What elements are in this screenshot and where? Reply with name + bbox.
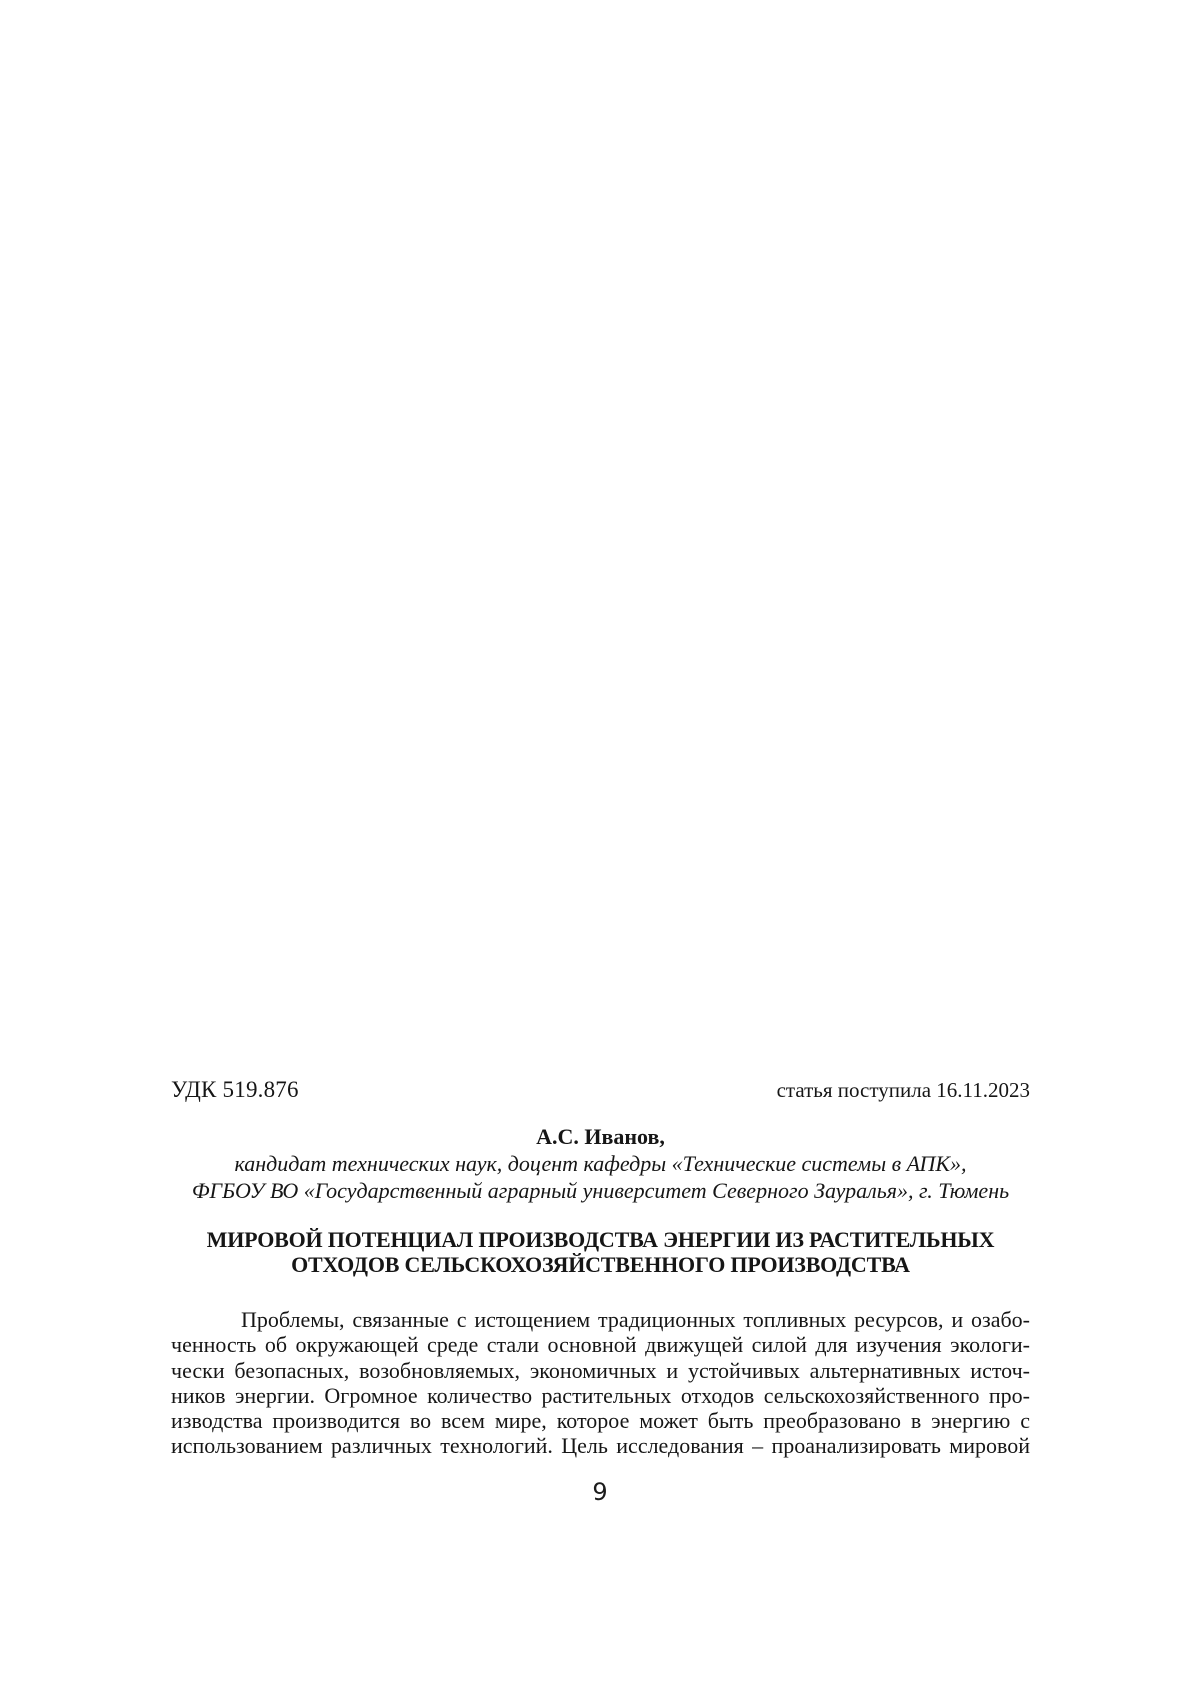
author-name: А.С. Иванов,	[536, 1124, 665, 1149]
author-degree-position: кандидат технических наук, доцент кафедры «Технические системы в АПК»,	[234, 1151, 967, 1176]
author-block	[171, 1123, 1030, 1204]
article-title-line: ОТХОДОВ СЕЛЬСКОХОЗЯЙСТВЕННОГО ПРОИЗВОДСТВА	[291, 1252, 910, 1278]
author-university: ФГБОУ ВО «Государственный аграрный университет Северного Зауралья», г. Тюмень	[191, 1178, 1010, 1203]
udc-code: УДК 519.876	[171, 1077, 299, 1102]
page-header	[171, 1077, 1030, 1103]
page-number: 9	[592, 1478, 608, 1506]
abstract-line: изводства производится во всем мире, которое может быть преобразовано в энергию с	[171, 1408, 1030, 1434]
abstract-line: чески безопасных, возобновляемых, экономичных и устойчивых альтернативных источ-	[171, 1357, 1030, 1383]
abstract-line: Проблемы, связанные с истощением традиционных топливных ресурсов, и озабо-	[241, 1307, 1030, 1332]
abstract-line: ников энергии. Огромное количество растительных отходов сельскохозяйственного про-	[171, 1382, 1030, 1408]
abstract-paragraph	[171, 1307, 1030, 1459]
abstract-line: использованием различных технологий. Цель исследования – проанализировать мировой	[171, 1433, 1030, 1459]
article-title	[171, 1227, 1030, 1278]
received-date: статья поступила 16.11.2023	[776, 1078, 1030, 1102]
article-title-line: МИРОВОЙ ПОТЕНЦИАЛ ПРОИЗВОДСТВА ЭНЕРГИИ ИЗ РАСТИТЕЛЬНЫХ	[206, 1227, 995, 1252]
abstract-line: ченность об окружающей среде стали основной движущей силой для изучения экологи-	[171, 1332, 1030, 1358]
